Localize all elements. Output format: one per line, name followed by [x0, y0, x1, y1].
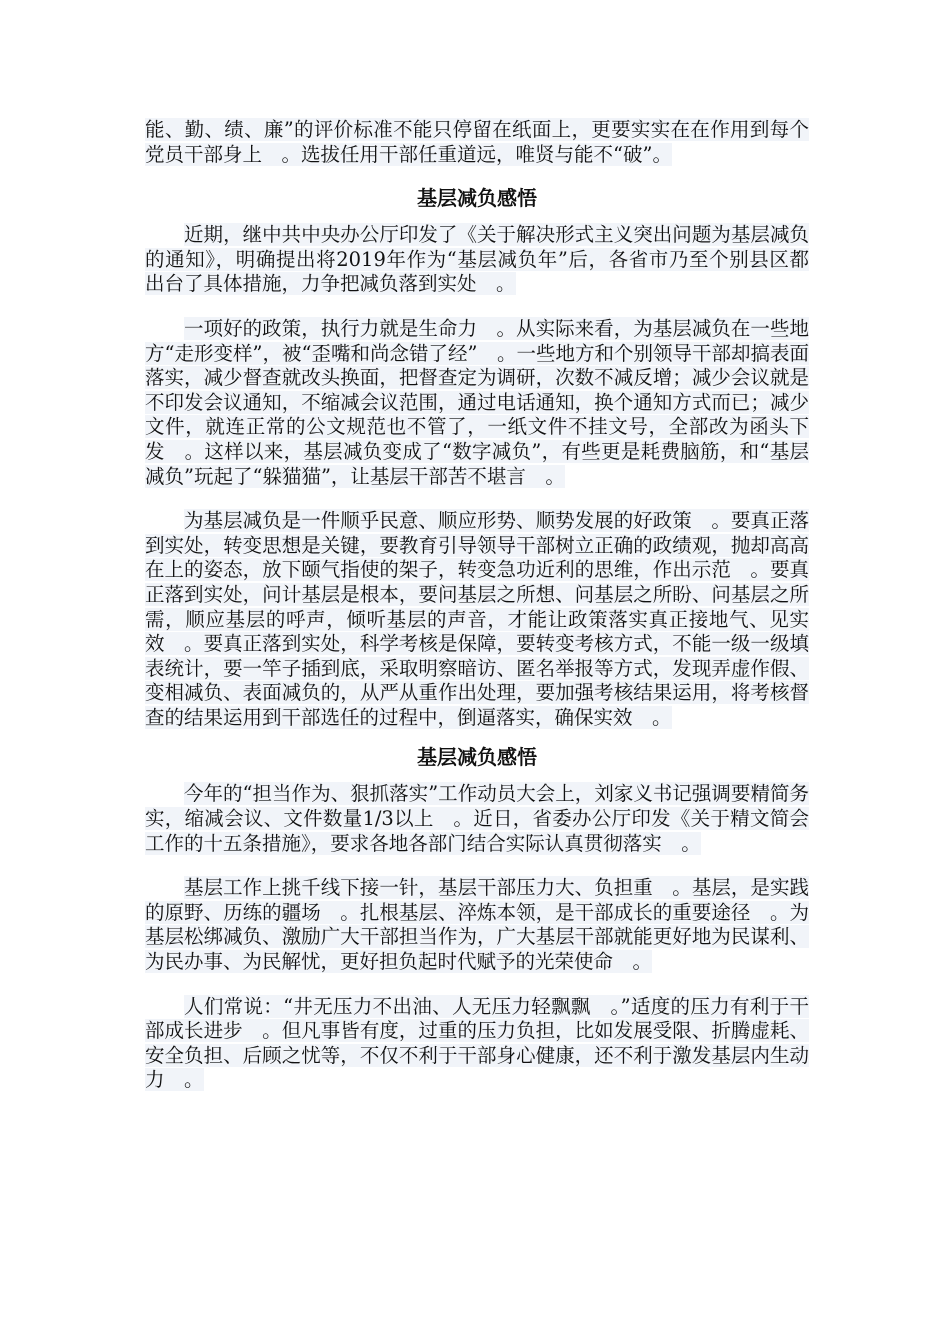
section-2: [145, 744, 809, 1093]
intro-paragraph: [145, 118, 809, 167]
section-2-title: 基层减负感悟: [417, 745, 537, 770]
section-1-paragraph-2: 一项好的政策，执行力就是生命力 。从实际来看，为基层减负在一些地方“走形变样”，被“歪嘴和尚念错了经” 。一些地方和个别领导干部却搞表面落实，减少督查就改头换面，把督查定为调研，次数不减反增；减少会议就是不印发会议通知，不缩减会议范围，通过电话通知，换个通知方式而已；减少文件，就连正常的公文规范也不管了，一纸文件不挂文号，全部改为函头下发 。这样以来，基层减负变成了“数字减负”，有些更是耗费脑筋，和“基层减负”玩起了“躲猫猫”，让基层干部苦不堪言 。: [145, 316, 809, 488]
section-2-paragraph-2: 基层工作上挑千线下接一针，基层干部压力大、负担重 。基层，是实践的原野、历练的疆场 。扎根基层、淬炼本领，是干部成长的重要途径 。为基层松绑减负、激励广大干部担当作为，广大基层干部就能更好地为民谋利、为民办事、为民解忧，更好担负起时代赋予的光荣使命 。: [145, 876, 809, 974]
intro-text: 能、勤、绩、廉”的评价标准不能只停留在纸面上，更要实实在在作用到每个党员干部身上 。选拔任用干部任重道远，唯贤与能不“破”。: [145, 118, 809, 166]
section-1-title: 基层减负感悟: [417, 186, 537, 211]
section-1: [145, 185, 809, 730]
section-2-paragraph-3: 人们常说：“井无压力不出油、人无压力轻飘飘 。”适度的压力有利于干部成长进步 。但凡事皆有度，过重的压力负担，比如发展受限、折腾虚耗、安全负担、后顾之忧等，不仅不利于干部身心健康，还不利于激发基层内生动力 。: [145, 994, 809, 1092]
section-2-paragraph-1: 今年的“担当作为、狠抓落实”工作动员大会上，刘家义书记强调要精简务实，缩减会议、文件数量1/3以上 。近日，省委办公厅印发《关于精文简会工作的十五条措施》，要求各地各部门结合实际认真贯彻落实 。: [145, 782, 809, 855]
section-1-paragraph-1: 近期，继中共中央办公厅印发了《关于解决形式主义突出问题为基层减负的通知》，明确提出将2019年作为“基层减负年”后，各省市乃至个别县区都出台了具体措施，力争把减负落到实处 。: [145, 223, 809, 296]
document-page: [145, 118, 809, 1093]
section-1-paragraph-3: 为基层减负是一件顺乎民意、顺应形势、顺势发展的好政策 。要真正落到实处，转变思想是关键，要教育引导领导干部树立正确的政绩观，抛却高高在上的姿态，放下颐气指使的架子，转变急功近利的思维，作出示范 。要真正落到实处，问计基层是根本，要问基层之所想、问基层之所盼、问基层之所需，顺应基层的呼声，倾听基层的声音，才能让政策落实真正接地气、见实效 。要真正落到实处，科学考核是保障，要转变考核方式，不能一级一级填表统计，要一竿子插到底，采取明察暗访、匿名举报等方式，发现弄虚作假、变相减负、表面减负的，从严从重作出处理，要加强考核结果运用，将考核督查的结果运用到干部选任的过程中，倒逼落实，确保实效 。: [145, 509, 809, 729]
